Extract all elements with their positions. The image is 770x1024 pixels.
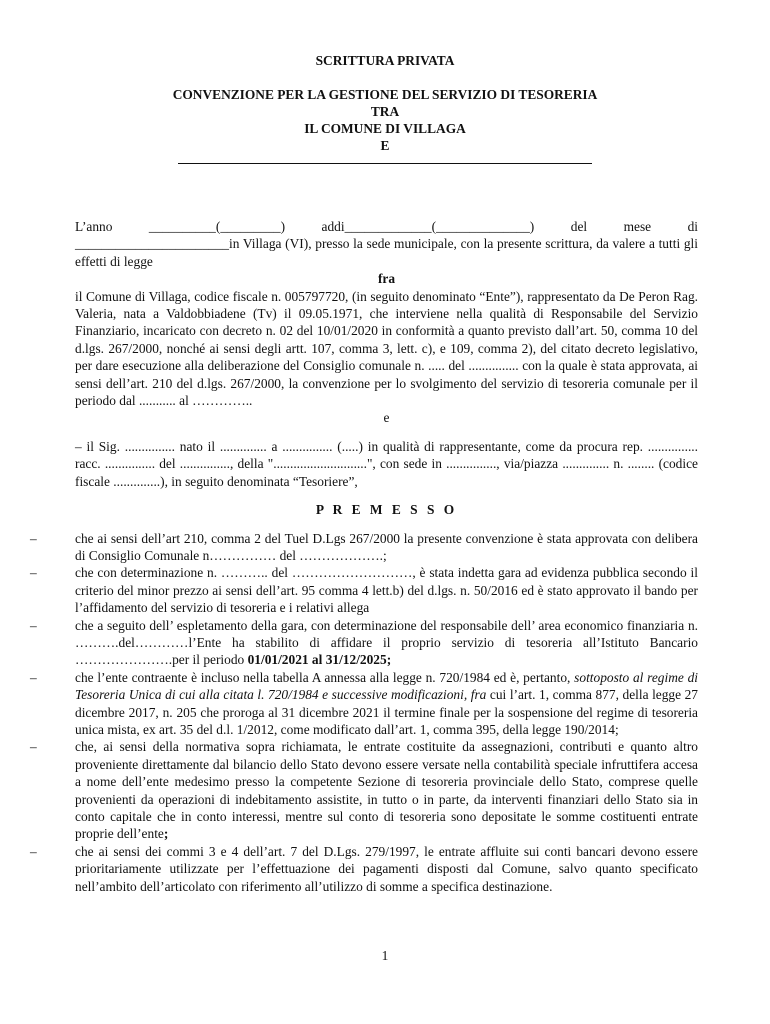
list-item: [30, 564, 698, 616]
list-item: [30, 669, 699, 739]
list-item: [30, 530, 698, 565]
page-number: 1: [381, 948, 389, 963]
premesso-item-text: che, ai sensi della normativa sopra richiamata, le entrate costituite da assegnazioni, contributi e quanto altro proveniente direttamente dal bilancio dello Stato devono essere versate nella contabilità speciale infruttifera accesa a nome dell’ente medesimo presso la competente Sezione di tesoreria provinciale dello Stato, comprese quelle provenienti da operazioni di indebitamento assistite, in tutto o in parte, da interventi finanziari dello Stato sia in conto capitale che in conto interessi, mentre sul conto di tesoreria sono depositate le somme costituenti entrate proprie dell’ente: [75, 739, 698, 842]
party-one-title: IL COMUNE DI VILLAGA: [304, 121, 466, 136]
fra-label: fra: [377, 271, 396, 287]
convention-title: CONVENZIONE PER LA GESTIONE DEL SERVIZIO DI TESORERIA: [172, 87, 598, 102]
list-item: [30, 617, 698, 669]
dash-bullet: –: [30, 843, 37, 859]
party-tesoriere-paragraph: – il Sig. ............... nato il .............. a ............... (.....) in qualità di rappresentante, come da procura rep. ............... racc. ............... del ..............., della "............................", con sede in ..............., via/piazza .............. n. ........ (codice fiscale ..............), in seguito denominata “Tesoriere”,: [75, 438, 698, 489]
e-label: e: [383, 410, 390, 426]
list-item: [30, 738, 698, 842]
premesso-item-text: che ai sensi dei commi 3 e 4 dell’art. 7 del D.Lgs. 279/1997, le entrate affluite sui conti bancari devono essere prioritariamente utilizzate per l’effettuazione dei pagamenti disposti dal Comune, salvo quanto specificato nell’ambito dell’articolato con riferimento all’utilizzo di somme a specifica destinazione.: [75, 843, 698, 894]
premesso-heading: P R E M E S S O: [315, 502, 458, 518]
premesso-list: [30, 530, 699, 896]
premesso-item-text: che ai sensi dell’art 210, comma 2 del Tuel D.Lgs 267/2000 la presente convenzione è stata approvata con delibera di Consiglio Comunale n…………… del ……………….;: [75, 530, 698, 563]
dash-bullet: –: [30, 739, 37, 755]
dash-bullet: –: [30, 617, 37, 633]
premesso-item-text: che l’ente contraente è incluso nella tabella A annessa alla legge n. 720/1984 ed è, pertanto,: [75, 669, 575, 685]
and-label: E: [380, 138, 390, 153]
party-ente-paragraph: il Comune di Villaga, codice fiscale n. 005797720, (in seguito denominato “Ente”), rappresentato da De Peron Rag. Valeria, nata a Valdobbiadene (Tv) il 09.05.1971, che interviene nella qualità di Responsabile del Servizio Finanziario, incaricato con decreto n. 02 del 10/01/2020 in conformità a quanto previsto dall’art. 50, comma 10 del d.lgs. 267/2000, nonché ai sensi degli artt. 107, comma 3, lett. c), e 109, comma 2), del citato decreto legislativo, per dare esecuzione alla deliberazione del Consiglio comunale n. ..... del ............... con la quale è stata approvata, ai sensi dell’art. 210 del d.lgs. 267/2000, la convenzione per lo svolgimento del servizio di tesoreria comunale per il periodo dal ........... al …………..: [75, 288, 698, 409]
premesso-item-italic: sottoposto al regime di Tesoreria Unica di cui alla citata l. 720/1984 e successive modificazioni, fra: [75, 669, 698, 703]
premesso-item-terminator: ;: [163, 826, 169, 842]
document-header: [0, 52, 770, 154]
doc-type-title: SCRITTURA PRIVATA: [315, 53, 455, 68]
dash-bullet: –: [30, 565, 37, 581]
between-label: TRA: [370, 104, 400, 119]
premesso-item-text: cui l’art. 1, comma 877, della legge 27 dicembre 2017, n. 205 che proroga al 31 dicembre 2021 il termine finale per la sospensione del regime di tesoreria unica mista, ex art. 35 del d.l. 1/2012, come modificato dall’art. 1, comma 395, della legge 190/2014;: [75, 687, 699, 737]
intro-paragraph: L’anno __________(_________) addi_____________(______________) del mese di _______________________in Villaga (VI), presso la sede municipale, con la presente scrittura, da valere a tutti gli effetti di legge: [75, 219, 698, 269]
dash-bullet: –: [30, 669, 37, 685]
premesso-item-text: che con determinazione n. ……….. del ………………………, è stata indetta gara ad evidenza pubblica secondo il criterio del minor prezzo ai sensi dell’art. 95 comma 4 lett.b) del d.lgs. n. 50/2016 ed è stato approvato il bando per l’affidamento del servizio di tesoreria e i relativi allega: [75, 565, 698, 616]
dash-bullet: –: [30, 530, 37, 546]
document-body: [30, 218, 699, 895]
header-divider: [178, 163, 592, 164]
premesso-item-text: che a seguito dell’ espletamento della gara, con determinazione del responsabile dell’ area economico finanziaria n. ……….del…………l’Ente ha stabilito di affidare il proprio servizio di tesoreria all’Istituto Bancario ………………….per il periodo: [75, 617, 698, 668]
period-dates: 01/01/2021 al 31/12/2025;: [247, 652, 392, 668]
list-item: [30, 843, 698, 895]
